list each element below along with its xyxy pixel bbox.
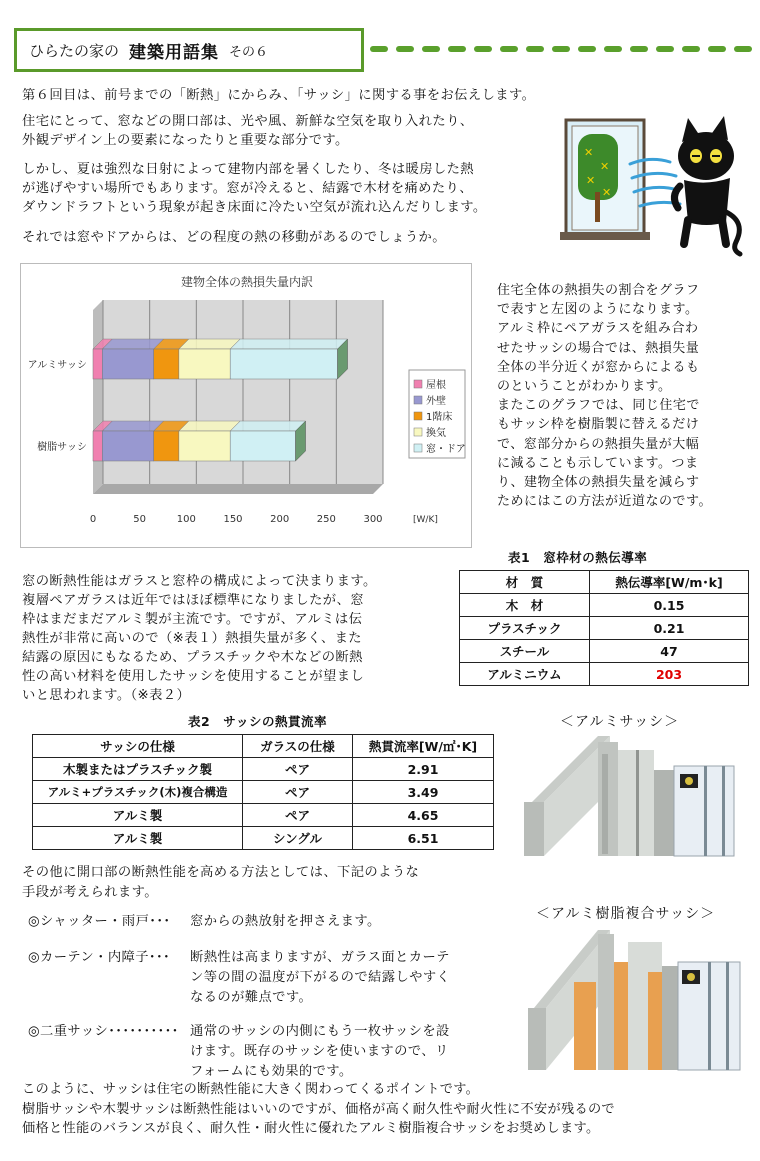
table1-value: 0.21: [590, 617, 749, 640]
table-row: [33, 781, 494, 804]
table2-header-spec: サッシの仕様: [33, 735, 243, 758]
aluminum-sash-image: [518, 730, 754, 860]
list-item: [28, 1022, 508, 1082]
title-prefix: ひらたの家の: [29, 41, 120, 60]
chart-legend-label: 換気: [426, 428, 446, 439]
table1-material: プラスチック: [460, 617, 590, 640]
heat-loss-chart: [20, 263, 472, 548]
chart-tick-label: 100: [176, 514, 196, 525]
chart-x-axis-label: [W/K]: [413, 515, 438, 525]
chart-bar-segment: [154, 431, 179, 461]
table1-value-highlight: 203: [590, 663, 749, 686]
chart-floor: [93, 484, 383, 494]
chart-bar-segment: [179, 349, 230, 379]
table1-header-value: 熱伝導率[W/m･k]: [590, 571, 749, 594]
chart-bar-segment: [93, 431, 102, 461]
method-name: ◎二重サッシ･･････････: [28, 1024, 179, 1039]
page-title: 建築用語集: [129, 42, 220, 63]
chart-bar-top: [179, 421, 240, 431]
chart-bar-segment: [102, 431, 153, 461]
heat-transmission-table: [32, 734, 494, 850]
table-row: [33, 804, 494, 827]
chart-bar-segment: [230, 431, 295, 461]
table-row: [33, 758, 494, 781]
chart-legend-label: 1階床: [426, 412, 453, 423]
chart-bar-segment: [93, 349, 102, 379]
chart-legend-swatch: [414, 380, 422, 388]
composite-sash-label: ＜アルミ樹脂複合サッシ＞: [536, 906, 716, 922]
chart-bar-top: [230, 339, 347, 349]
table2-header-glass: ガラスの仕様: [243, 735, 353, 758]
conclusion: このように、サッシは住宅の断熱性能に大きく関わってくるポイントです。 樹脂サッシや木製サッシは断熱性能はいいのですが、価格が高く耐久性や耐火性に不安が残るので 価格と性能のバランスが良く、耐久性・耐火性に優れたアルミ樹脂複合サッシをお奨めします。: [22, 1082, 615, 1136]
table2-spec: アルミ+プラスチック(木)複合構造: [33, 781, 243, 804]
window-icon: [560, 120, 650, 240]
table2-value: 4.65: [353, 804, 494, 827]
chart-category-label: 樹脂サッシ: [37, 442, 87, 453]
table2-value: 6.51: [353, 827, 494, 850]
chart-legend-swatch: [414, 428, 422, 436]
chart-bar-top: [102, 421, 163, 431]
table2-value: 3.49: [353, 781, 494, 804]
table2-caption: 表2 サッシの熱貫流率: [188, 714, 327, 729]
episode-label: その６: [229, 44, 269, 60]
method-name: ◎シャッター・雨戸･･･: [28, 914, 171, 929]
method-description: 通常のサッシの内側にもう一枚サッシを設 けます。既存のサッシを使いますので、リ フォームにも効果的です。: [190, 1024, 450, 1079]
list-item: [28, 912, 508, 932]
chart-tick-label: 150: [223, 514, 243, 525]
table-row: [33, 827, 494, 850]
header-dash-line: [370, 46, 755, 54]
window-cat-illustration: [560, 112, 750, 260]
svg-text:✕: ✕: [600, 160, 610, 173]
table1-material: 木 材: [460, 594, 590, 617]
method-name: ◎カーテン・内障子･･･: [28, 950, 171, 965]
table1-value: 47: [590, 640, 749, 663]
chart-category-label: アルミサッシ: [27, 360, 87, 371]
table-row: [460, 640, 749, 663]
table2-spec: 木製またはプラスチック製: [33, 758, 243, 781]
table2-glass: シングル: [243, 827, 353, 850]
chart-tick-label: 300: [363, 514, 383, 525]
method-description: 断熱性は高まりますが、ガラス面とカーテ ン等の間の温度が下がるので結露しやすく なるのが難点です。: [190, 950, 451, 1005]
svg-text:✕: ✕: [602, 186, 612, 199]
chart-bar-top: [102, 339, 163, 349]
table1-caption: 表1 窓枠材の熱伝導率: [508, 550, 648, 565]
chart-bar-top: [230, 421, 305, 431]
chart-tick-label: 200: [270, 514, 290, 525]
chart-bar-segment: [230, 349, 337, 379]
chart-legend-label: 窓・ドア: [426, 444, 466, 455]
table2-value: 2.91: [353, 758, 494, 781]
table2-spec: アルミ製: [33, 827, 243, 850]
intro-paragraph-2: 住宅にとって、窓などの開口部は、光や風、新鮮な空気を取り入れたり、 外観デザイン上の要素になったりと重要な部分です。: [22, 114, 474, 148]
table-row: [460, 594, 749, 617]
intro-paragraph-4: それでは窓やドアからは、どの程度の熱の移動があるのでしょうか。: [22, 230, 446, 245]
chart-bar-segment: [154, 349, 179, 379]
table1-header-material: 材 質: [460, 571, 590, 594]
intro-paragraph-3: しかし、夏は強烈な日射によって建物内部を暑くしたり、冬は暖房した熱 が逃げやすい場所でもあります。窓が冷えると、結露で木材を痛めたり、 ダウンドラフトという現象が起き床面に冷たい空気が流れ込んだりします。: [22, 162, 487, 215]
table2-header-value: 熱貫流率[W/㎡･K]: [353, 735, 494, 758]
methods-intro: その他に開口部の断熱性能を高める方法としては、下記のような 手段が考えられます。: [22, 865, 420, 900]
chart-legend-label: 屋根: [426, 380, 446, 391]
method-description: 窓からの熱放射を押さえます。: [190, 914, 381, 929]
heat-loss-chart-svg: [21, 264, 471, 547]
chart-tick-label: 250: [316, 514, 336, 525]
chart-bar-segment: [179, 431, 230, 461]
chart-tick-label: 0: [89, 514, 97, 525]
thermal-conductivity-table: [459, 570, 749, 686]
chart-title: 建物全体の熱損失量内訳: [180, 275, 314, 289]
frame-explanation: 窓の断熱性能はガラスと窓枠の構成によって決まります。 複層ペアガラスは近年ではほぼ標準になりましたが、窓 枠はまだまだアルミ製が主流です。ですが、アルミは伝 熱性が非常に高いので（※表１）熱損失量が多く、また 結露の原因にもなるため、プラスチックや木などの断熱 性の高い材料を使用したサッシを使用することが望まし いと思われます。（※表２）: [22, 574, 377, 703]
table1-value: 0.15: [590, 594, 749, 617]
table2-glass: ペア: [243, 781, 353, 804]
table-row: [460, 663, 749, 686]
table2-glass: ペア: [243, 758, 353, 781]
composite-sash-image: [524, 922, 754, 1072]
chart-side-wall: [93, 300, 103, 494]
cat-icon: [674, 116, 740, 254]
table1-material: アルミニウム: [460, 663, 590, 686]
svg-text:✕: ✕: [586, 174, 596, 187]
chart-legend-label: 外壁: [426, 396, 446, 407]
chart-tick-label: 50: [133, 514, 147, 525]
table1-material: スチール: [460, 640, 590, 663]
table2-spec: アルミ製: [33, 804, 243, 827]
chart-legend-swatch: [414, 444, 422, 452]
aluminum-sash-label: ＜アルミサッシ＞: [560, 714, 680, 730]
chart-legend-swatch: [414, 396, 422, 404]
method-list: [28, 912, 508, 1082]
chart-bar-top: [179, 339, 240, 349]
svg-text:✕: ✕: [584, 146, 594, 159]
table-row: [460, 617, 749, 640]
intro-paragraph-1: 第６回目は、前号までの「断熱」にからみ、「サッシ」に関する事をお伝えします。: [22, 88, 536, 103]
chart-explanation: 住宅全体の熱損失の割合をグラフ で表すと左図のようになります。 アルミ枠にペアガラスを組み合わ せたサッシの場合では、熱損失量 全体の半分近くが窓からによるも のということがわかります。 またこのグラフでは、同じ住宅で もサッシ枠を樹脂製に替えるだけ で、窓部分からの熱損失量が大幅 に減ることも示しています。つま り、建物全体の熱損失量を減らす ためにはこの方法が近道なのです。: [497, 283, 712, 510]
chart-bar-segment: [102, 349, 153, 379]
chart-legend-swatch: [414, 412, 422, 420]
title-box: [14, 28, 364, 72]
table2-glass: ペア: [243, 804, 353, 827]
list-item: [28, 948, 508, 1008]
